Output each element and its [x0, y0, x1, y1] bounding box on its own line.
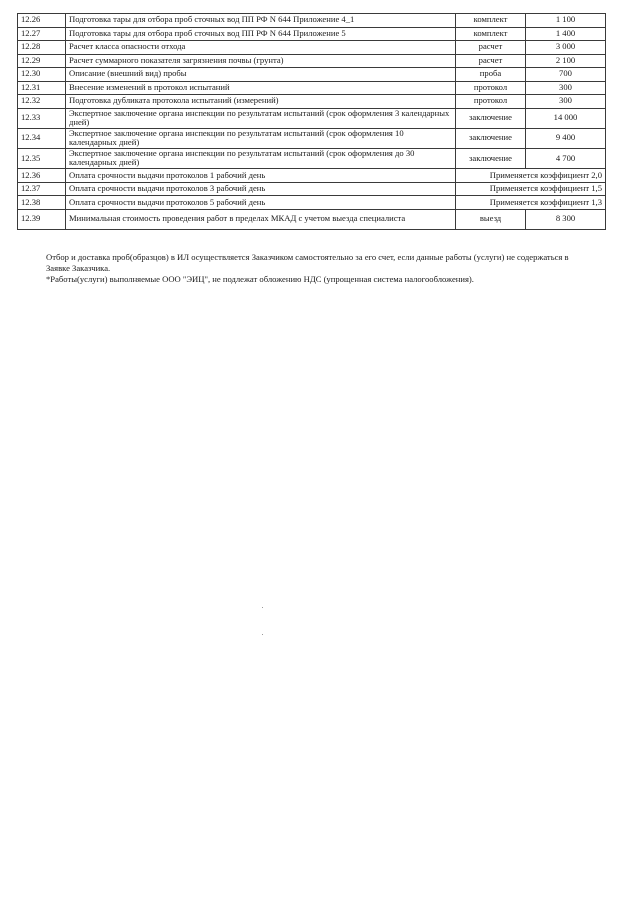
- unit-of-measure: проба: [456, 68, 526, 82]
- row-number: 12.34: [18, 128, 66, 148]
- unit-of-measure: комплект: [456, 27, 526, 41]
- table-row: [18, 169, 606, 183]
- row-number: 12.39: [18, 209, 66, 229]
- unit-of-measure: заключение: [456, 128, 526, 148]
- table-row: [18, 95, 606, 109]
- service-description: Экспертное заключение органа инспекции по результатам испытаний (срок оформления 10 календарных дней): [66, 128, 456, 148]
- service-description: Внесение изменений в протокол испытаний: [66, 81, 456, 95]
- footnote-sampling: Отбор и доставка проб(образцов) в ИЛ осуществляется Заказчиком самостоятельно за его счет, если данные работы (услуги) не содержаться в Заявке Заказчика.: [46, 252, 569, 273]
- row-number: 12.29: [18, 54, 66, 68]
- row-number: 12.38: [18, 196, 66, 210]
- price-value: 4 700: [526, 148, 606, 168]
- row-number: 12.33: [18, 108, 66, 128]
- unit-of-measure: расчет: [456, 54, 526, 68]
- service-description: Описание (внешний вид) пробы: [66, 68, 456, 82]
- unit-of-measure: заключение: [456, 148, 526, 168]
- urgency-coefficient: Применяется коэффициент 1,3: [456, 196, 606, 210]
- price-value: 9 400: [526, 128, 606, 148]
- urgency-coefficient: Применяется коэффициент 2,0: [456, 169, 606, 183]
- service-description: Подготовка дубликата протокола испытаний (измерений): [66, 95, 456, 109]
- table-row: [18, 209, 606, 229]
- urgency-coefficient: Применяется коэффициент 1,5: [456, 182, 606, 196]
- price-value: 300: [526, 81, 606, 95]
- price-value: 1 100: [526, 14, 606, 28]
- table-row: [18, 128, 606, 148]
- table-row: [18, 27, 606, 41]
- unit-of-measure: протокол: [456, 95, 526, 109]
- price-table: [17, 13, 606, 230]
- table-row: [18, 196, 606, 210]
- scan-speck: [262, 607, 263, 608]
- service-description: Экспертное заключение органа инспекции по результатам испытаний (срок оформления 3 календарных дней): [66, 108, 456, 128]
- service-description: Подготовка тары для отбора проб сточных вод ПП РФ N 644 Приложение 5: [66, 27, 456, 41]
- unit-of-measure: комплект: [456, 14, 526, 28]
- service-description: Расчет суммарного показателя загрязнения почвы (грунта): [66, 54, 456, 68]
- row-number: 12.32: [18, 95, 66, 109]
- row-number: 12.37: [18, 182, 66, 196]
- row-number: 12.30: [18, 68, 66, 82]
- price-value: 8 300: [526, 209, 606, 229]
- row-number: 12.27: [18, 27, 66, 41]
- service-description: Минимальная стоимость проведения работ в пределах МКАД с учетом выезда специалиста: [66, 209, 456, 229]
- price-value: 1 400: [526, 27, 606, 41]
- table-row: [18, 148, 606, 168]
- service-description: Оплата срочности выдачи протоколов 3 рабочий день: [66, 182, 456, 196]
- price-table-body: [18, 14, 606, 230]
- footnote-vat: *Работы(услуги) выполняемые ООО "ЭИЦ", не подлежат обложению НДС (упрощенная система налогообложения).: [46, 274, 474, 284]
- service-description: Оплата срочности выдачи протоколов 5 рабочий день: [66, 196, 456, 210]
- footnotes: [46, 252, 591, 285]
- row-number: 12.31: [18, 81, 66, 95]
- row-number: 12.36: [18, 169, 66, 183]
- table-row: [18, 41, 606, 55]
- table-row: [18, 81, 606, 95]
- table-row: [18, 68, 606, 82]
- service-description: Подготовка тары для отбора проб сточных вод ПП РФ N 644 Приложение 4_1: [66, 14, 456, 28]
- scan-speck: [262, 634, 263, 635]
- price-value: 14 000: [526, 108, 606, 128]
- price-value: 3 000: [526, 41, 606, 55]
- service-description: Расчет класса опасности отхода: [66, 41, 456, 55]
- price-value: 2 100: [526, 54, 606, 68]
- row-number: 12.26: [18, 14, 66, 28]
- table-row: [18, 182, 606, 196]
- table-row: [18, 14, 606, 28]
- table-row: [18, 108, 606, 128]
- service-description: Оплата срочности выдачи протоколов 1 рабочий день: [66, 169, 456, 183]
- price-value: 300: [526, 95, 606, 109]
- table-row: [18, 54, 606, 68]
- service-description: Экспертное заключение органа инспекции по результатам испытаний (срок оформления до 30 календарных дней): [66, 148, 456, 168]
- unit-of-measure: протокол: [456, 81, 526, 95]
- unit-of-measure: расчет: [456, 41, 526, 55]
- price-value: 700: [526, 68, 606, 82]
- row-number: 12.35: [18, 148, 66, 168]
- unit-of-measure: выезд: [456, 209, 526, 229]
- row-number: 12.28: [18, 41, 66, 55]
- unit-of-measure: заключение: [456, 108, 526, 128]
